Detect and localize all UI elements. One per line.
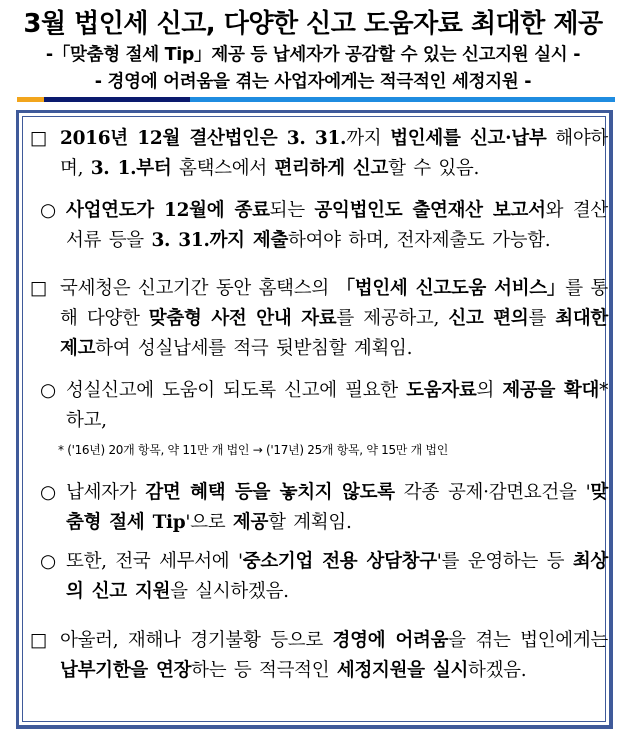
body-text: 국세청은 신고기간 동안 홈택스의 [60,278,337,299]
paragraph-text [40,376,608,436]
emphasis-text: 최상의 신고 지원 [66,551,608,602]
circle-bullet-icon: ○ [40,380,56,401]
paragraph-3 [30,274,608,364]
emphasis-text: 감면 혜택 등을 놓치지 않도록 [145,482,395,503]
emphasis-text: 법인세를 신고·납부 [390,128,547,149]
body-text: 해야하며, [60,128,608,179]
emphasis-text: 제공을 확대 [502,380,600,401]
body-text: 또한, 전국 세무서에 ' [66,551,243,572]
emphasis-text: 납부기한을 연장 [60,660,192,681]
emphasis-text: 공익법인도 출연재산 보고서 [314,200,546,221]
paragraph-1 [30,124,608,184]
paragraph-2 [40,196,608,256]
paragraph-text [30,124,608,184]
footnote: * ('16년) 20개 항목, 약 11만 개 법인 → ('17년) 25개 항목, 약 15만 개 법인 [58,443,449,457]
paragraph-text [40,478,608,538]
divider-bar-orange [17,97,44,102]
divider-bar-navy [44,97,190,102]
body-text: '으로 [185,512,233,533]
square-bullet-icon: □ [30,630,48,651]
emphasis-text: 제공 [232,512,269,533]
body-text: 홈택스에서 [171,158,275,179]
body-text: *하고, [66,380,609,431]
emphasis-text: 맞춤형 사전 안내 자료 [148,308,337,329]
body-text: 와 결산서류 등을 [66,200,608,251]
emphasis-text: 세정지원을 실시 [336,660,469,681]
body-text: 하여 성실납세를 적극 뒷받침할 계획임. [95,338,413,359]
emphasis-text: 3. 1.부터 [90,158,172,179]
body-text: 을 실시하겠음. [170,581,289,602]
emphasis-text: 편리하게 신고 [274,158,389,179]
paragraph-text [30,274,608,364]
body-text: 의 [476,380,503,401]
emphasis-text: 「법인세 신고도움 서비스」 [336,278,566,299]
body-text: 를 제공하고, [336,308,449,329]
body-text: 되는 [269,200,315,221]
divider-bar-blue [190,97,615,102]
square-bullet-icon: □ [30,128,48,149]
paragraph-text [40,196,608,256]
paragraph-6 [40,547,608,607]
emphasis-text: 맞춤형 절세 Tip [66,482,608,533]
emphasis-text: 2016년 12월 결산법인은 3. 31. [60,128,347,149]
circle-bullet-icon: ○ [40,200,56,221]
emphasis-text: 3. 31.까지 제출 [151,230,289,251]
body-text: 하는 등 적극적인 [191,660,337,681]
body-text: 할 수 있음. [388,158,480,179]
emphasis-text: 경영에 어려움 [332,630,449,651]
subtitle-tip: -「맞춤형 절세 Tip」제공 등 납세자가 공감할 수 있는 신고지원 실시 - [45,45,581,65]
body-text: 할 계획임. [268,512,352,533]
body-text: '를 운영하는 등 [436,551,573,572]
body-text: 하여야 하며, 전자제출도 가능함. [288,230,551,251]
page-title: 3월 법인세 신고, 다양한 신고 도움자료 최대한 제공 [23,9,603,39]
body-text: 까지 [346,128,391,149]
body-text: 각종 공제·감면요건을 ' [394,482,591,503]
emphasis-text: 사업연도가 12월에 종료 [66,200,270,221]
paragraph-text [30,626,608,686]
body-text: 납세자가 [66,482,146,503]
circle-bullet-icon: ○ [40,551,56,572]
body-text: 하겠음. [468,660,527,681]
emphasis-text: 최대한 제고 [60,308,608,359]
body-text: 아울러, 재해나 경기불황 등으로 [60,630,333,651]
paragraph-7 [30,626,608,686]
emphasis-text: 신고 편의 [448,308,529,329]
emphasis-text: 중소기업 전용 상담창구 [242,551,437,572]
paragraph-text [40,547,608,607]
subtitle-support: - 경영에 어려움을 겪는 사업자에게는 적극적인 세정지원 - [94,72,532,92]
body-text: 를 통해 다양한 [60,278,608,329]
emphasis-text: 도움자료 [406,380,477,401]
circle-bullet-icon: ○ [40,482,56,503]
paragraph-5 [40,478,608,538]
body-text: 을 겪는 법인에게는 [448,630,609,651]
body-text: 성실신고에 도움이 되도록 신고에 필요한 [66,380,407,401]
body-text: 를 [528,308,556,329]
paragraph-4 [40,376,608,436]
square-bullet-icon: □ [30,278,48,299]
